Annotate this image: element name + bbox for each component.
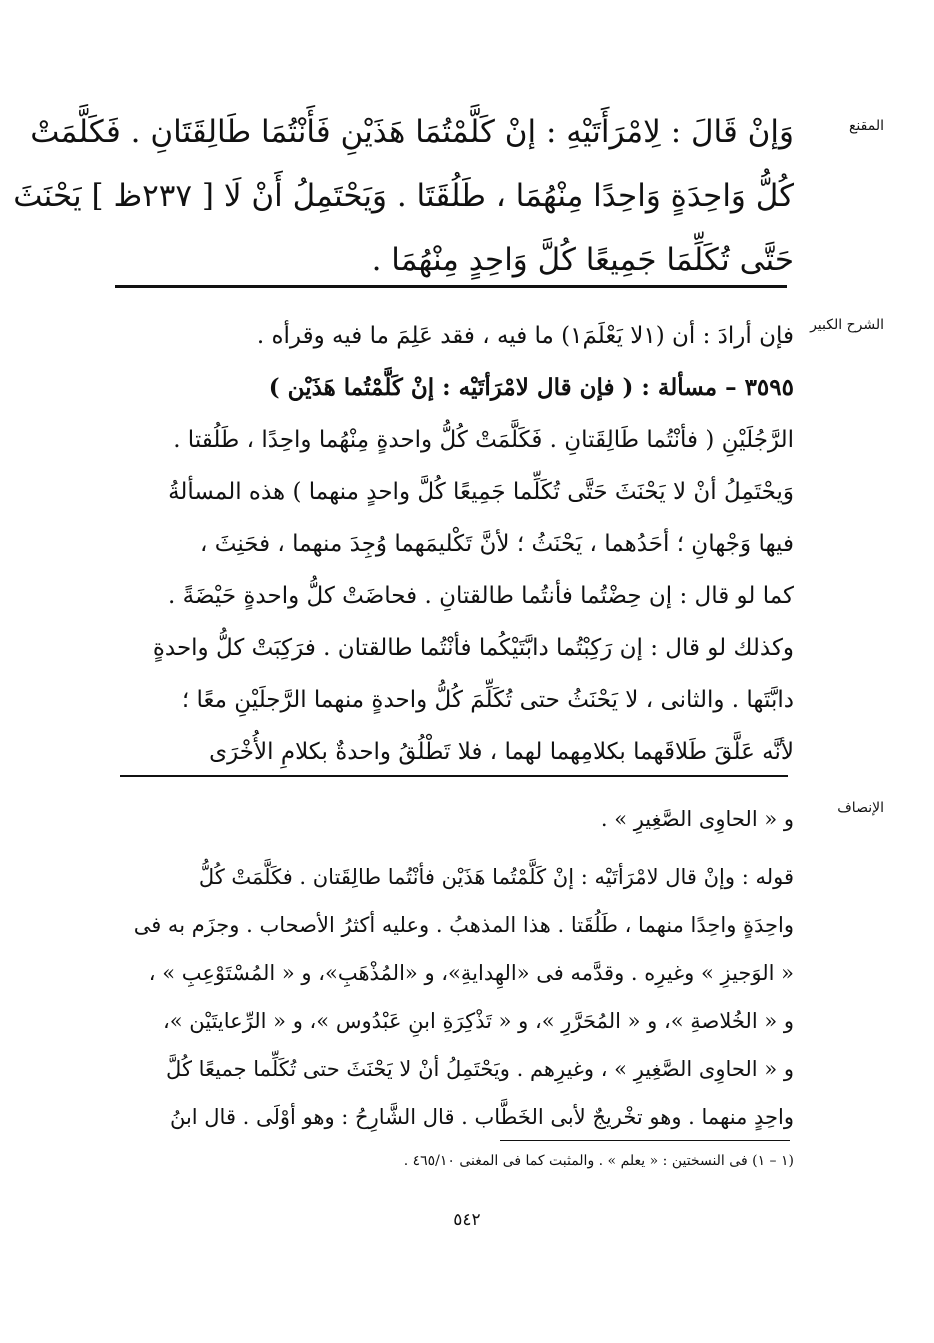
sharh-text [94,310,794,778]
sharh-line: فيها وَجْهانِ ؛ أحَدُهما ، يَحْنَثُ ؛ لأنَّ تَكْليمَهما وُجِدَ منهما ، فحَنِثَ ، [200,531,794,557]
page-number: ٥٤٢ [453,1210,481,1230]
insaf-line: و « الحاوِى الصَّغِيرِ » ، وغيرِهم . ويَحْتَمِلُ أنْ لا يَحْنَثَ حتى تُكَلِّما جميعًا كُلَّ [166,1057,794,1081]
insaf-line: واحِدٍ منهما . وهو تخْريجٌ لأبى الخَطَّاب . قال الشَّارِحُ : وهو أوْلَى . قال ابنُ [169,1105,794,1129]
insaf-line: « الوَجيزِ » وغيرِه . وقدَّمه فى «الهِدايةِ»، و «المُذْهَبِ»، و « المُسْتَوْعِبِ » ، [148,961,794,985]
sharh-line: وكذلك لو قال : إن رَكِبْتُما دابَّتَيْكُما فأنْتُما طالقتان . فرَكِبَتْ كلُّ واحدةٍ [152,635,794,661]
section-label-sharh: الشرح الكبير [810,317,884,333]
muqni-line: حَتَّى تُكَلِّمَا جَمِيعًا كُلَّ وَاحِدٍ مِنْهُمَا . [371,242,794,278]
footnote: (١ – ١) فى النسختين : « يعلم » . والمثبت كما فى المغنى ٤٦٥/١٠ . [403,1153,794,1169]
section-divider [115,285,787,288]
sharh-line: لأنَّه عَلَّقَ طَلاقَهما بكلامِهما لهما ، فلا تَطْلُقُ واحدةٌ بكلامِ الأُخْرَى [209,739,794,765]
muqni-line: وَإنْ قَالَ : لِامْرَأَتَيْهِ : إنْ كَلَّمْتُمَا هَذَيْنِ فَأَنْتُمَا طَالِقَتَانِ . فَكَلَّمَتْ [30,114,794,150]
sharh-line: ٣٥٩٥ – مسألة : ( فإن قال لامْرَأتَيْه : إنْ كَلَّمْتُما هَذَيْن ) [268,374,794,401]
section-label-insaf: الإنصاف [837,800,884,816]
insaf-line: قوله : وإنْ قال لامْرَأتَيْه : إنْ كَلَّمْتُما هَذَيْن فأنْتُما طالِقَتان . فكَلَّمَتْ كُلُّ [198,865,794,889]
insaf-line: و « الخُلاصةِ »، و « المُحَرَّرِ »، و « تَذْكِرَةِ ابنِ عَبْدُوس »، و « الرِّعايتَيْن »، [162,1009,794,1033]
muqni-text [13,100,794,292]
section-label-muqni: المقنع [848,118,884,134]
insaf-line: واحِدَةٍ واحِدًا منهما ، طَلُقَتا . هذا المذهبُ . وعليه أكثرُ الأصحاب . وجزَم به فى [133,913,794,937]
sharh-line: كما لو قال : إن حِضْتُما فأنتُما طالقتانِ . فحاضَتْ كلُّ واحدةٍ حَيْضَةً . [167,583,794,609]
section-divider [120,775,788,777]
insaf-line: و « الحاوِى الصَّغِيرِ » . [600,807,794,831]
footnote-divider [500,1140,790,1141]
sharh-line: دابَّتَها . والثانى ، لا يَحْنَثُ حتى تُكَلِّمَ كُلُّ واحدةٍ منهما الرَّجلَيْنِ معًا ؛ [181,687,794,713]
sharh-line: وَيحْتَمِلُ أنْ لا يَحْنَثَ حَتَّى تُكَلِّما جَمِيعًا كُلَّ واحدٍ منهما ) هذه المسألةُ [168,479,794,505]
sharh-line: الرَّجُلَيْنِ ( فأنْتُما طَالِقَتانِ . فَكَلَّمَتْ كُلُّ واحدةٍ مِنْهُما واحِدًا ، طَلُقتا . [173,427,794,453]
sharh-line: فإن أرادَ : أن (١لا يَعْلَمَ١) ما فيه ، فقد عَلِمَ ما فيه وقرأه . [256,323,794,349]
muqni-line: كُلُّ وَاحِدَةٍ وَاحِدًا مِنْهُمَا ، طَلُقَتَا . وَيَحْتَمِلُ أَنْ لَا [ ٢٣٧ظ ] يَحْنَثَ [13,178,794,214]
insaf-text [94,795,794,1141]
